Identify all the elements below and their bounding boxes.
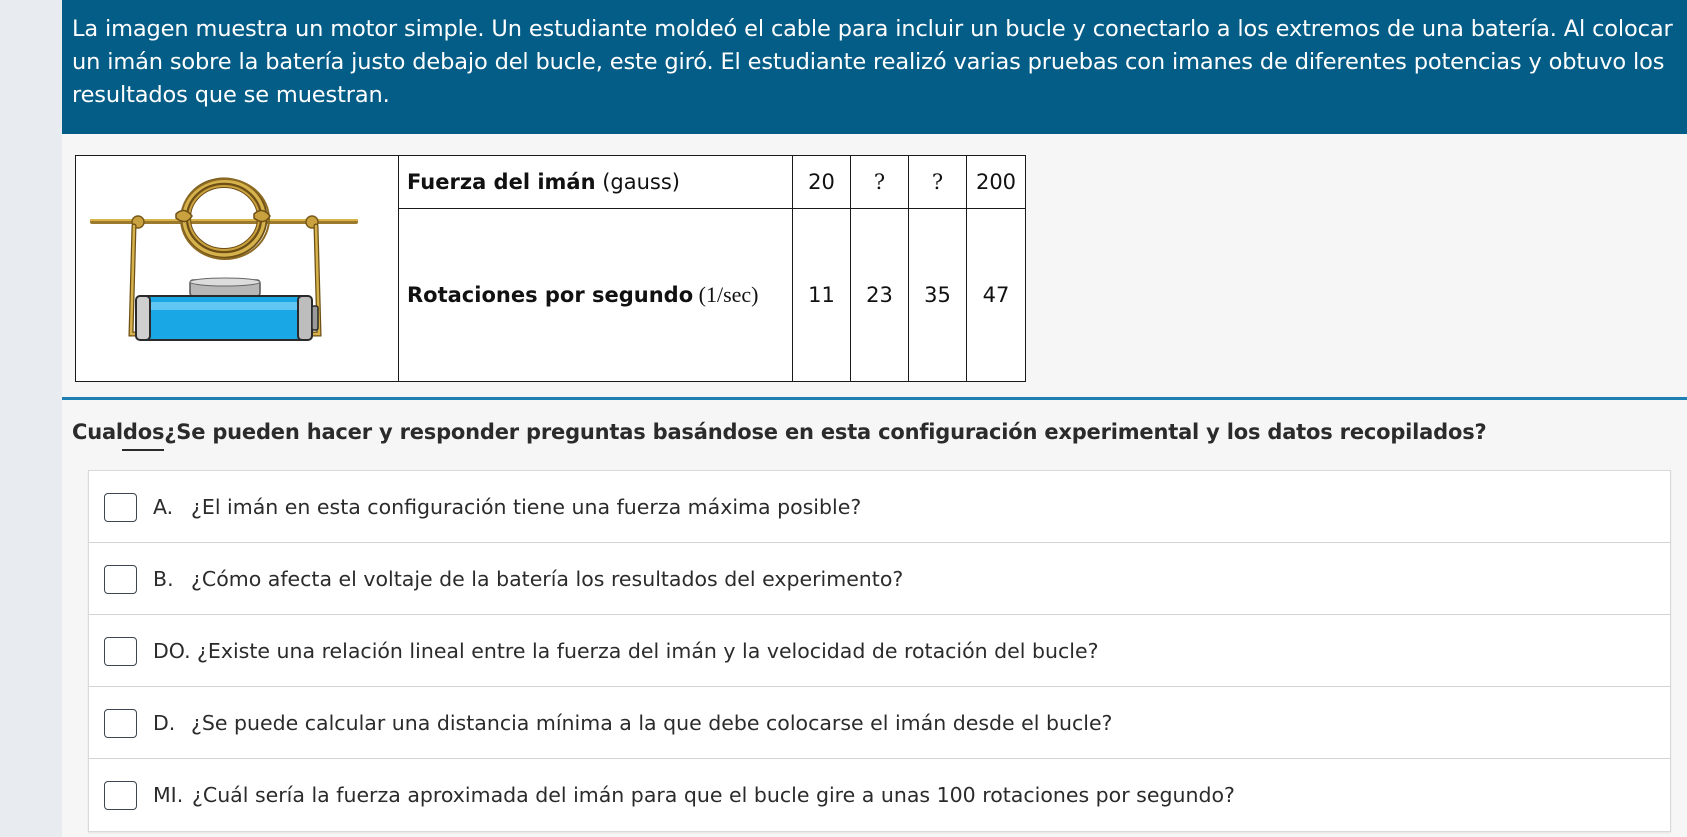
option-letter: MI.	[153, 783, 184, 807]
section-divider	[62, 397, 1687, 400]
option-b[interactable]	[89, 543, 1670, 615]
left-gutter	[0, 0, 62, 837]
option-c[interactable]	[89, 615, 1670, 687]
passage-banner	[62, 0, 1687, 134]
checkbox[interactable]	[104, 493, 137, 522]
option-letter: B.	[153, 567, 174, 591]
magnet-strength-unit: (gauss)	[595, 170, 680, 195]
strength-value-2: ?	[851, 156, 909, 209]
option-text: ¿Cómo afecta el voltaje de la batería los resultados del experimento?	[191, 567, 904, 591]
checkbox[interactable]	[104, 565, 137, 594]
rotations-label-text: Rotaciones por segundo	[407, 283, 694, 308]
rotations-unit: (1/sec)	[693, 282, 759, 308]
rotations-value-3: 35	[909, 209, 967, 382]
simple-motor-illustration	[76, 156, 398, 376]
magnet-strength-label-text: Fuerza del imán	[407, 170, 596, 195]
rotations-value-4: 47	[967, 209, 1026, 382]
checkbox[interactable]	[104, 637, 137, 666]
question-stem: Cualdos¿Se pueden hacer y responder preguntas basándose en esta configuración experimental y los datos recopilados?	[72, 420, 1487, 444]
strength-value-4: 200	[967, 156, 1026, 209]
option-letter: D.	[153, 711, 176, 735]
magnet-strength-label	[399, 156, 793, 209]
option-letter: DO.	[153, 639, 191, 663]
item-content	[62, 0, 1687, 837]
rotations-value-1: 11	[793, 209, 851, 382]
checkbox[interactable]	[104, 709, 137, 738]
option-letter: A.	[153, 495, 174, 519]
option-d[interactable]	[89, 687, 1670, 759]
checkbox[interactable]	[104, 781, 137, 810]
option-text: ¿Se puede calcular una distancia mínima a la que debe colocarse el imán desde el bucle?	[191, 711, 1113, 735]
figure-area	[62, 134, 1687, 398]
answer-options	[88, 470, 1671, 832]
strength-value-1: 20	[793, 156, 851, 209]
option-text: ¿El imán en esta configuración tiene una fuerza máxima posible?	[191, 495, 862, 519]
option-e[interactable]	[89, 759, 1670, 831]
option-a[interactable]	[89, 471, 1670, 543]
data-table	[75, 155, 1026, 382]
rotations-label	[399, 209, 793, 382]
blank-underline	[122, 449, 164, 451]
option-text: ¿Cuál sería la fuerza aproximada del imán para que el bucle gire a unas 100 rotaciones por segundo?	[192, 783, 1235, 807]
passage-text: La imagen muestra un motor simple. Un estudiante moldeó el cable para incluir un bucle y conectarlo a los extremos de una batería. Al colocar un imán sobre la batería justo debajo del bucle, este giró. El estudiante realizó varias pruebas con imanes de diferentes potencias y obtuvo los resultados que se muestran.	[72, 16, 1673, 108]
strength-value-3: ?	[909, 156, 967, 209]
rotations-value-2: 23	[851, 209, 909, 382]
motor-image-cell	[76, 156, 399, 382]
option-text: ¿Existe una relación lineal entre la fuerza del imán y la velocidad de rotación del bucle?	[197, 639, 1099, 663]
